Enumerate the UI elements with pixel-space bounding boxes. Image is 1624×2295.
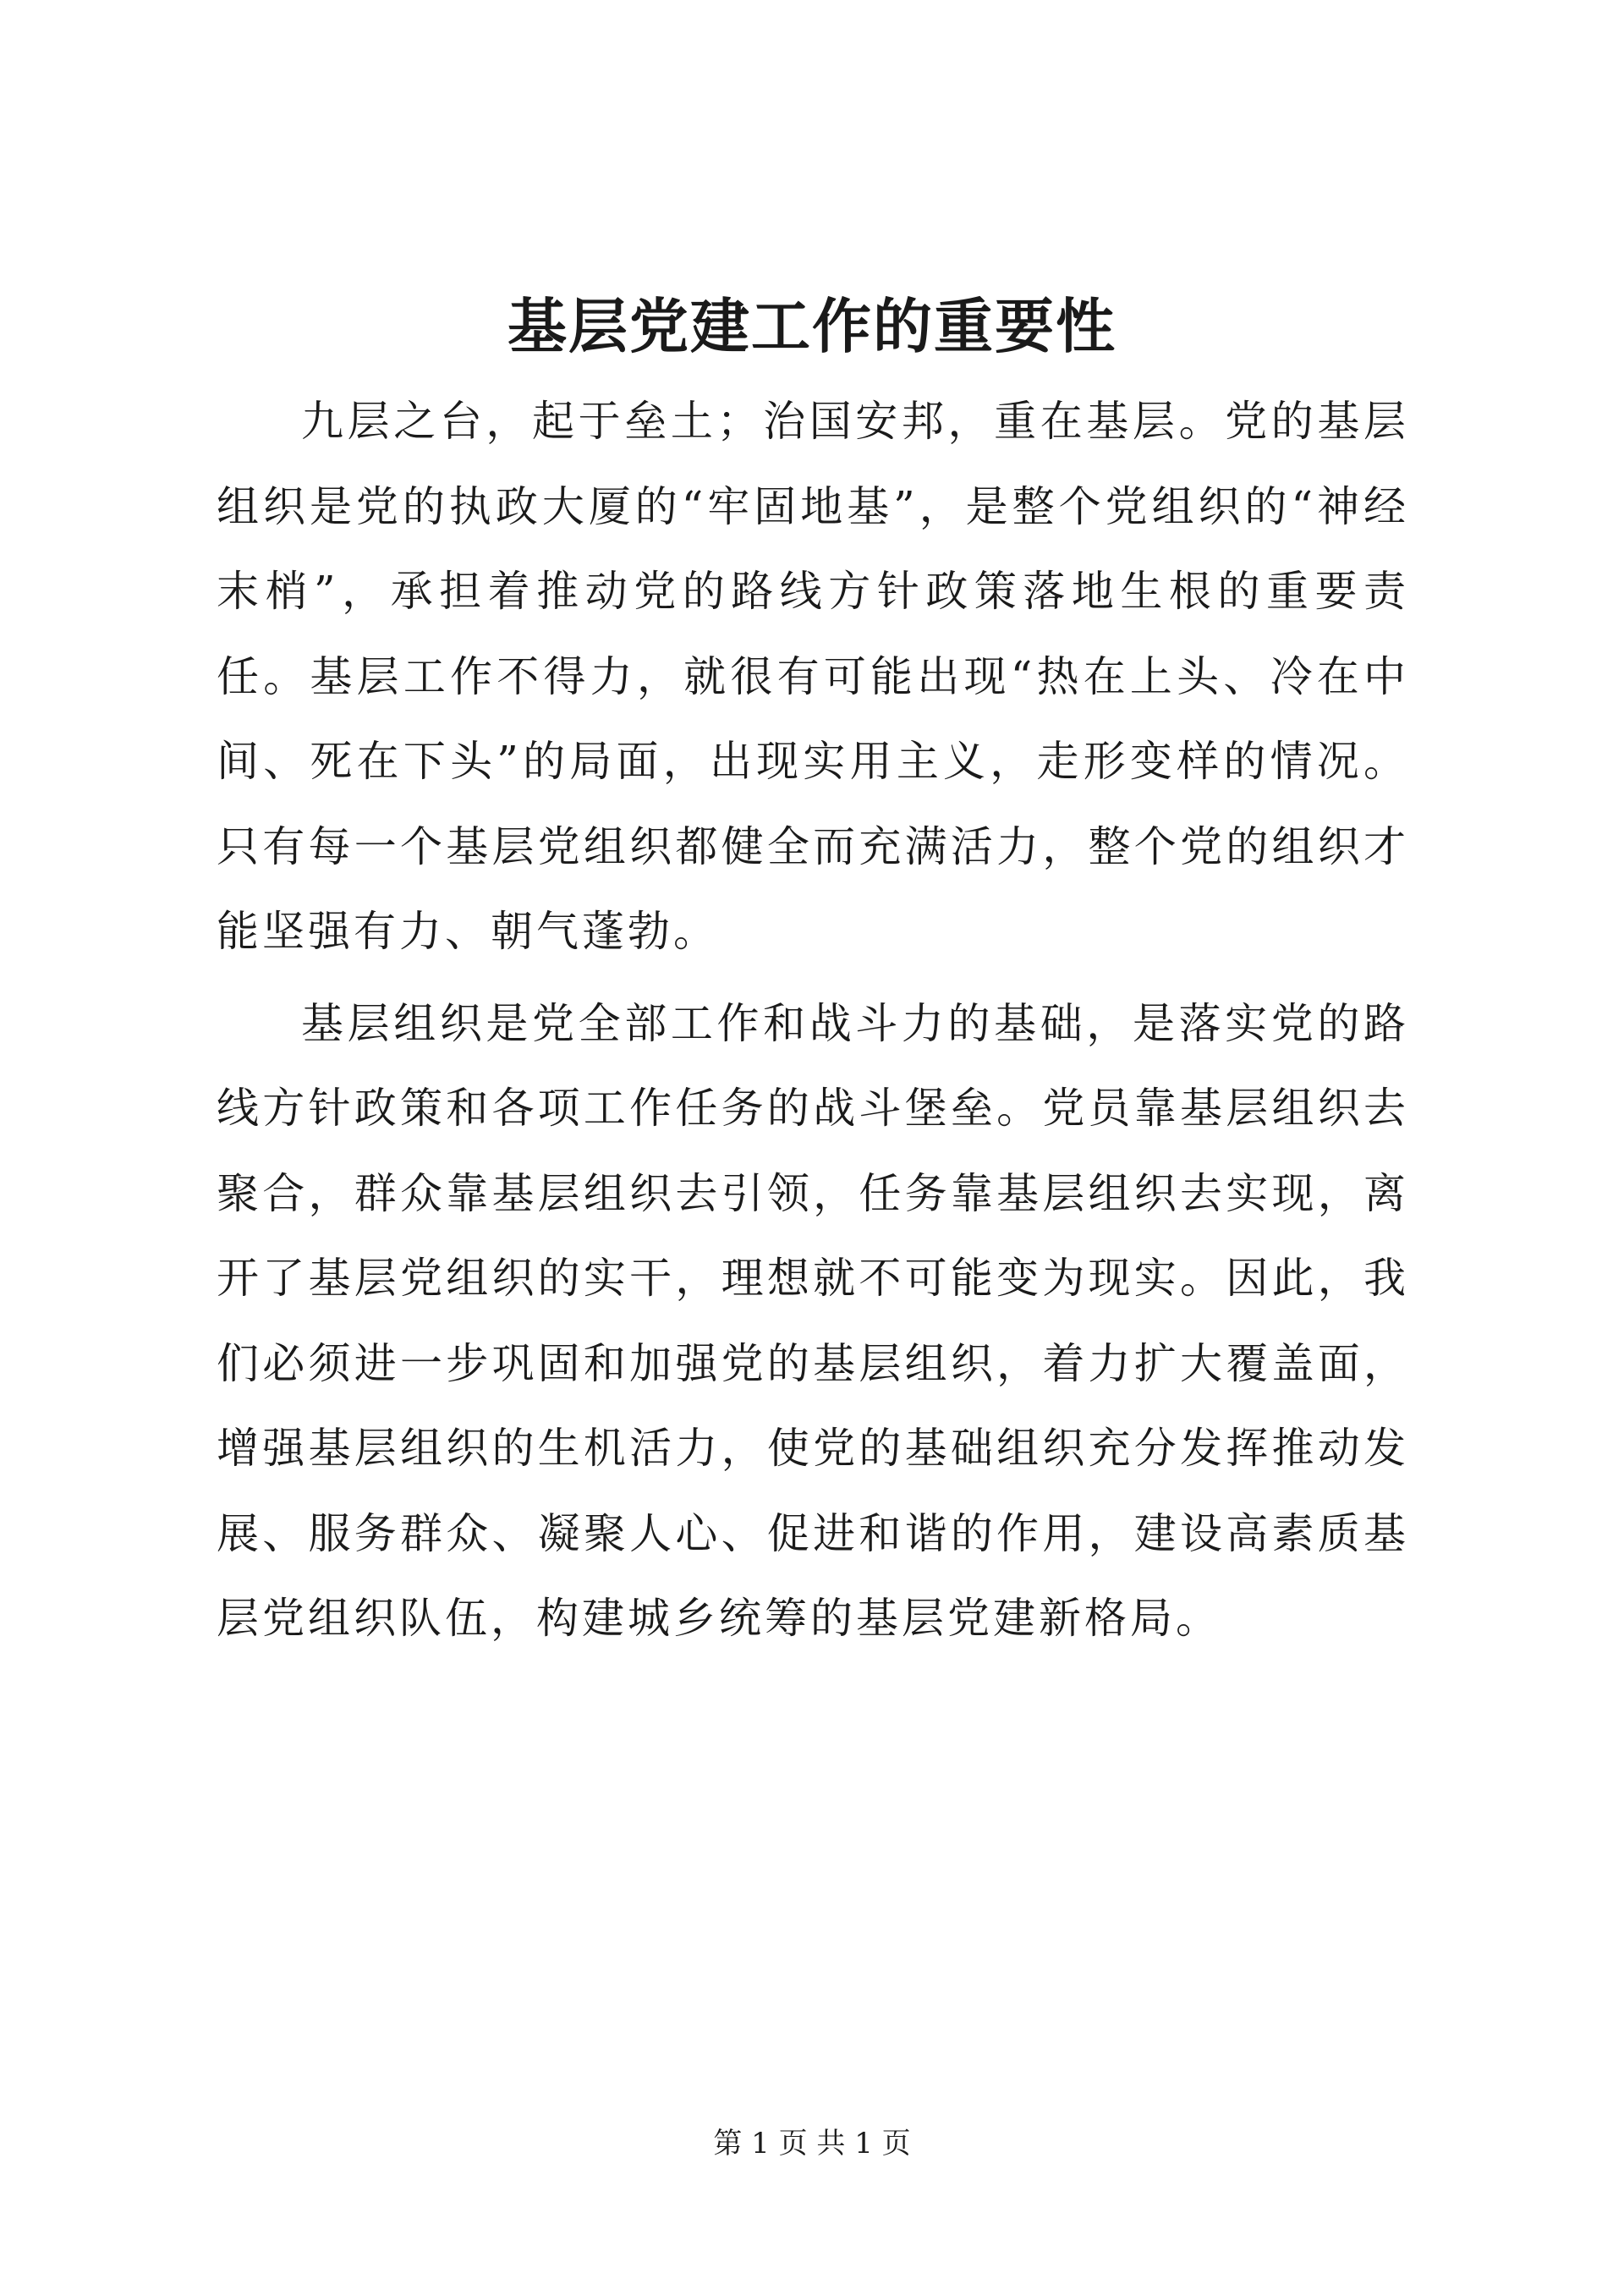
page-number-footer: 第 1 页 共 1 页 [713,2127,911,2160]
paragraph-1: 九层之台，起于垒土；治国安邦，重在基层。党的基层组织是党的执政大厦的“牢固地基”，是整个党组织的“神经末梢”，承担着推动党的路线方针政策落地生根的重要责任。基层工作不得力，就很有可能出现“热在上头、冷在中间、死在下头”的局面，出现实用主义，走形变样的情况。只有每一个基层党组织都健全而充满活力，整个党的组织才能坚强有力、朝气蓬勃。 [217,397,1409,956]
document-body [217,379,1409,1668]
document-title: 基层党建工作的重要性 [508,291,1116,361]
paragraph-2: 基层组织是党全部工作和战斗力的基础，是落实党的路线方针政策和各项工作任务的战斗堡垒。党员靠基层组织去聚合，群众靠基层组织去引领，任务靠基层组织去实现，离开了基层党组织的实干，理想就不可能变为现实。因此，我们必须进一步巩固和加强党的基层组织，着力扩大覆盖面，增强基层组织的生机活力，使党的基础组织充分发挥推动发展、服务群众、凝聚人心、促进和谐的作用，建设高素质基层党组织队伍，构建城乡统筹的基层党建新格局。 [217,998,1409,1643]
